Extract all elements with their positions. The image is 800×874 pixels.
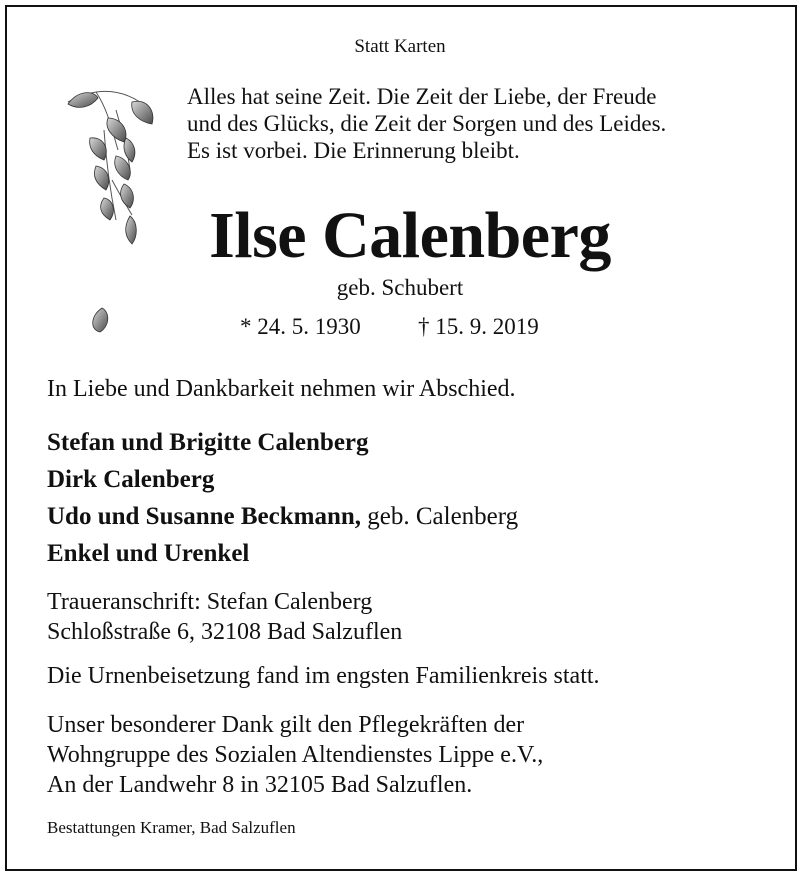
poem (187, 83, 666, 164)
mourner-line (47, 424, 518, 461)
mourner-line (47, 535, 518, 572)
funeral-home: Bestattungen Kramer, Bad Salzuflen (47, 818, 296, 837)
mourner-line (47, 498, 518, 535)
mourning-address (47, 587, 402, 647)
birth-date: * 24. 5. 1930 (240, 314, 361, 339)
thanks-line: Wohngruppe des Sozialen Altendienstes Lippe e.V., (47, 742, 544, 768)
mourners-list (47, 424, 518, 572)
mourner-note: geb. Calenberg (361, 503, 519, 530)
mourner-name: Stefan und Brigitte Calenberg (47, 429, 369, 456)
deceased-name: Ilse Calenberg (209, 199, 611, 272)
mourner-line (47, 461, 518, 498)
poem-line: Es ist vorbei. Die Erinnerung bleibt. (187, 138, 520, 163)
poem-line: und des Glücks, die Zeit der Sorgen und des Leides. (187, 111, 667, 136)
mourner-name: Enkel und Urenkel (47, 540, 250, 567)
mourner-name: Udo und Susanne Beckmann, (47, 503, 362, 530)
address-line: Schloßstraße 6, 32108 Bad Salzuflen (47, 619, 403, 645)
burial-note: Die Urnenbeisetzung fand im engsten Familienkreis statt. (47, 663, 600, 689)
thanks-line: An der Landwehr 8 in 32105 Bad Salzuflen. (47, 772, 473, 798)
thanks-text (47, 710, 543, 800)
address-line: Traueranschrift: Stefan Calenberg (47, 589, 373, 615)
header-text: Statt Karten (354, 36, 446, 57)
poem-line: Alles hat seine Zeit. Die Zeit der Liebe, der Freude (187, 84, 657, 109)
maiden-name: geb. Schubert (336, 275, 464, 300)
farewell-text: In Liebe und Dankbarkeit nehmen wir Abschied. (47, 376, 516, 402)
death-date: † 15. 9. 2019 (418, 314, 539, 339)
thanks-line: Unser besonderer Dank gilt den Pflegekräften der (47, 712, 525, 738)
mourner-name: Dirk Calenberg (47, 466, 215, 493)
